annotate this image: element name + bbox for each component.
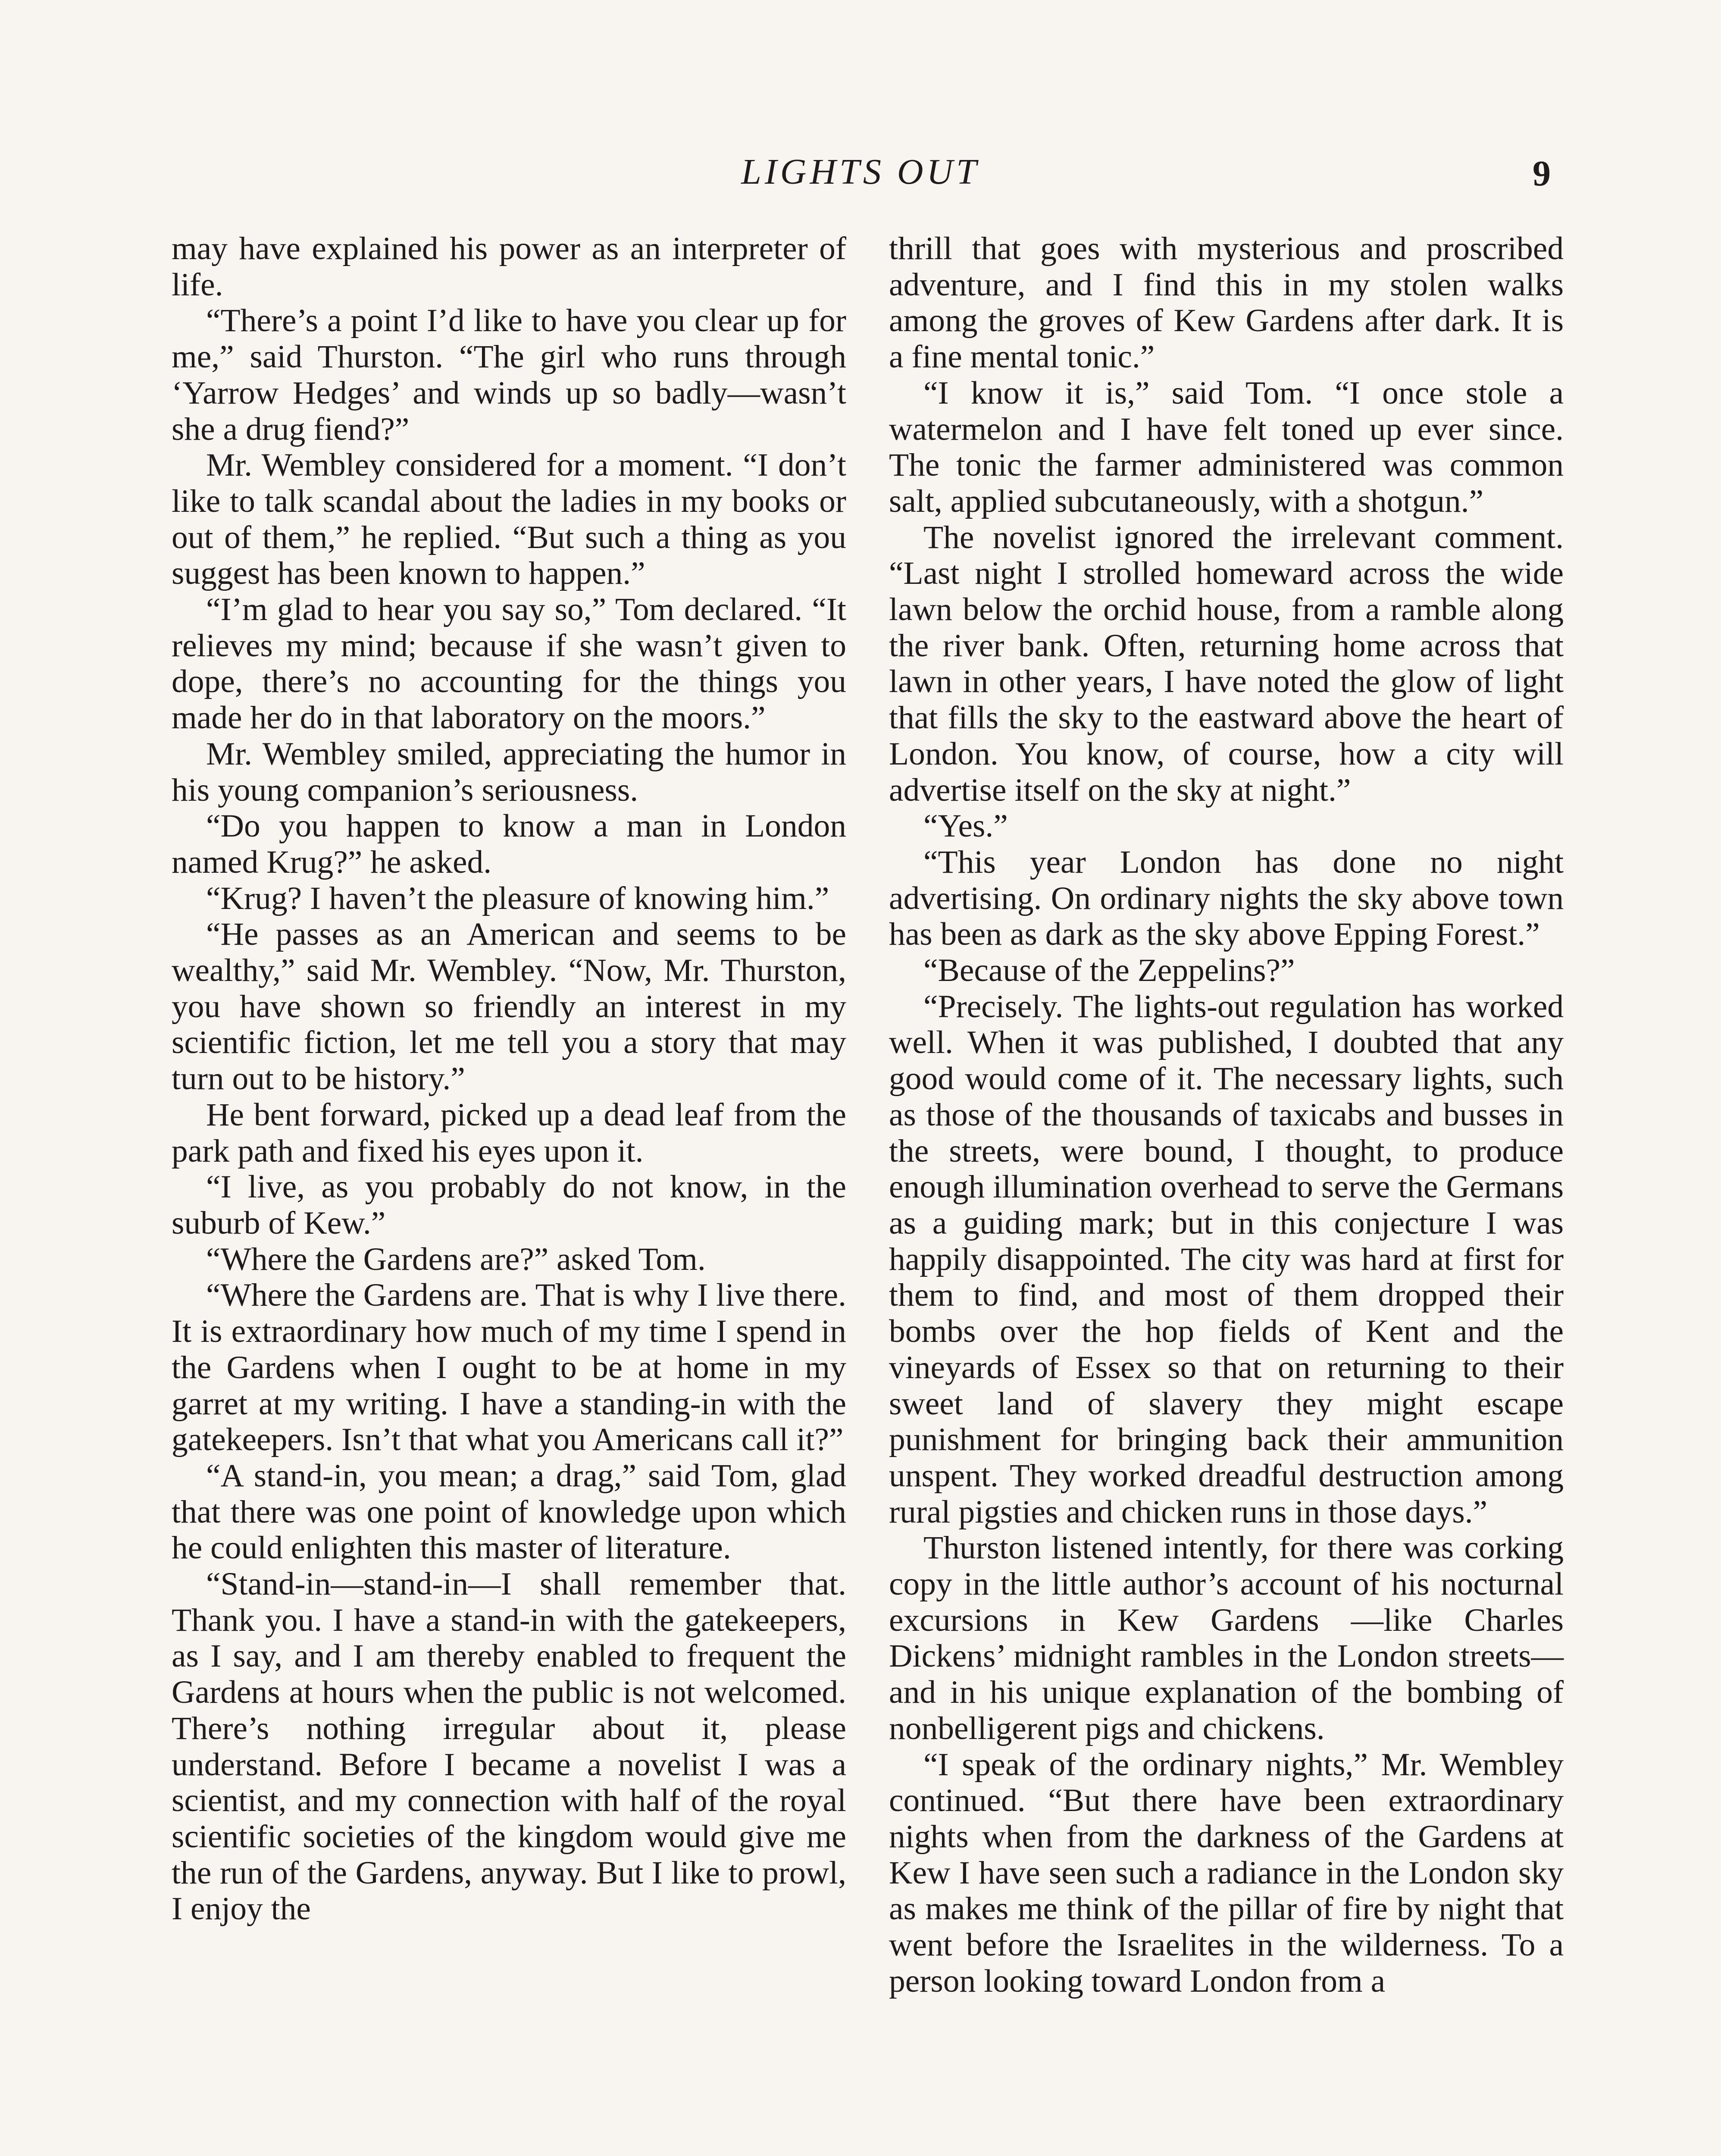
paragraph: thrill that goes with mysterious and proscribed adventure, and I find this in my stolen walks among the groves of Kew Gardens after dark. It is a fine mental tonic.” [889, 231, 1564, 375]
paragraph: “I’m glad to hear you say so,” Tom declared. “It relieves my mind; because if she wasn’t given to dope, there’s no accounting for the things you made her do in that laboratory on the moors.” [172, 592, 846, 736]
paragraph: “I live, as you probably do not know, in the suburb of Kew.” [172, 1169, 846, 1241]
paragraph: “Krug? I haven’t the pleasure of knowing him.” [206, 880, 829, 916]
paragraph: “Yes.” [923, 808, 1008, 844]
paragraph: “I know it is,” said Tom. “I once stole a watermelon and I have felt toned up ever since. The tonic the farmer administered was common salt, applied subcutaneously, with a shotgun.” [889, 375, 1564, 519]
paragraph: “A stand-in, you mean; a drag,” said Tom, glad that there was one point of knowledge upon which he could enlighten this master of literature. [172, 1457, 846, 1566]
paragraph: Thurston listened intently, for there was corking copy in the little author’s account of his nocturnal excursions in Kew Gardens —like Charles Dickens’ midnight rambles in the London streets—and in his unique explanation of the bombing of nonbelligerent pigs and chickens. [889, 1530, 1564, 1746]
paragraph: “Do you happen to know a man in London named Krug?” he asked. [172, 808, 846, 880]
paragraph: Mr. Wembley considered for a moment. “I don’t like to talk scandal about the ladies in my books or out of them,” he replied. “But such a thing as you suggest has been known to happen.” [172, 447, 846, 592]
paragraph: “This year London has done no night advertising. On ordinary nights the sky above town has been as dark as the sky above Epping Forest.” [889, 844, 1564, 953]
paragraph: “Because of the Zeppelins?” [923, 953, 1295, 989]
left-column [172, 231, 846, 1927]
paragraph: He bent forward, picked up a dead leaf from the park path and fixed his eyes upon it. [172, 1097, 846, 1169]
page-number: 9 [1533, 154, 1551, 194]
running-header [0, 151, 1721, 203]
running-title: LIGHTS OUT [741, 152, 980, 192]
right-column [889, 231, 1564, 1999]
paragraph: “Stand-in—stand-in—I shall remember that. Thank you. I have a stand-in with the gatekeepers, as I say, and I am thereby enabled to frequent the Gardens at hours when the public is not welcomed. There’s nothing irregular about it, please understand. Before I became a novelist I was a scientist, and my connection with half of the royal scientific societies of the kingdom would give me the run of the Gardens, anyway. But I like to prowl, I enjoy the [172, 1566, 846, 1927]
paragraph: “I speak of the ordinary nights,” Mr. Wembley continued. “But there have been extraordinary nights when from the darkness of the Gardens at Kew I have seen such a radiance in the London sky as makes me think of the pillar of fire by night that went before the Israelites in the wilderness. To a person looking toward London from a [889, 1746, 1564, 1999]
paragraph: “Where the Gardens are. That is why I live there. It is extraordinary how much of my time I spend in the Gardens when I ought to be at home in my garret at my writing. I have a standing-in with the gatekeepers. Isn’t that what you Americans call it?” [172, 1277, 846, 1458]
paragraph: Mr. Wembley smiled, appreciating the humor in his young companion’s seriousness. [172, 736, 846, 808]
paragraph: “He passes as an American and seems to be wealthy,” said Mr. Wembley. “Now, Mr. Thurston, you have shown so friendly an interest in my scientific fiction, let me tell you a story that may turn out to be history.” [172, 916, 846, 1097]
paragraph: “There’s a point I’d like to have you clear up for me,” said Thurston. “The girl who runs through ‘Yarrow Hedges’ and winds up so badly—wasn’t she a drug fiend?” [172, 303, 846, 447]
paragraph: “Where the Gardens are?” asked Tom. [206, 1241, 706, 1277]
paragraph: may have explained his power as an interpreter of life. [172, 231, 846, 303]
paragraph: The novelist ignored the irrelevant comment. “Last night I strolled homeward across the wide lawn below the orchid house, from a ramble along the river bank. Often, returning home across that lawn in other years, I have noted the glow of light that fills the sky to the eastward above the heart of London. You know, of course, how a city will advertise itself on the sky at night.” [889, 519, 1564, 808]
paragraph: “Precisely. The lights-out regulation has worked well. When it was published, I doubted that any good would come of it. The necessary lights, such as those of the thousands of taxicabs and busses in the streets, were bound, I thought, to produce enough illumination overhead to serve the Germans as a guiding mark; but in this conjecture I was happily disappointed. The city was hard at first for them to find, and most of them dropped their bombs over the hop fields of Kent and the vineyards of Essex so that on returning to their sweet land of slavery they might escape punishment for bringing back their ammunition unspent. They worked dreadful destruction among rural pigsties and chicken runs in those days.” [889, 988, 1564, 1530]
